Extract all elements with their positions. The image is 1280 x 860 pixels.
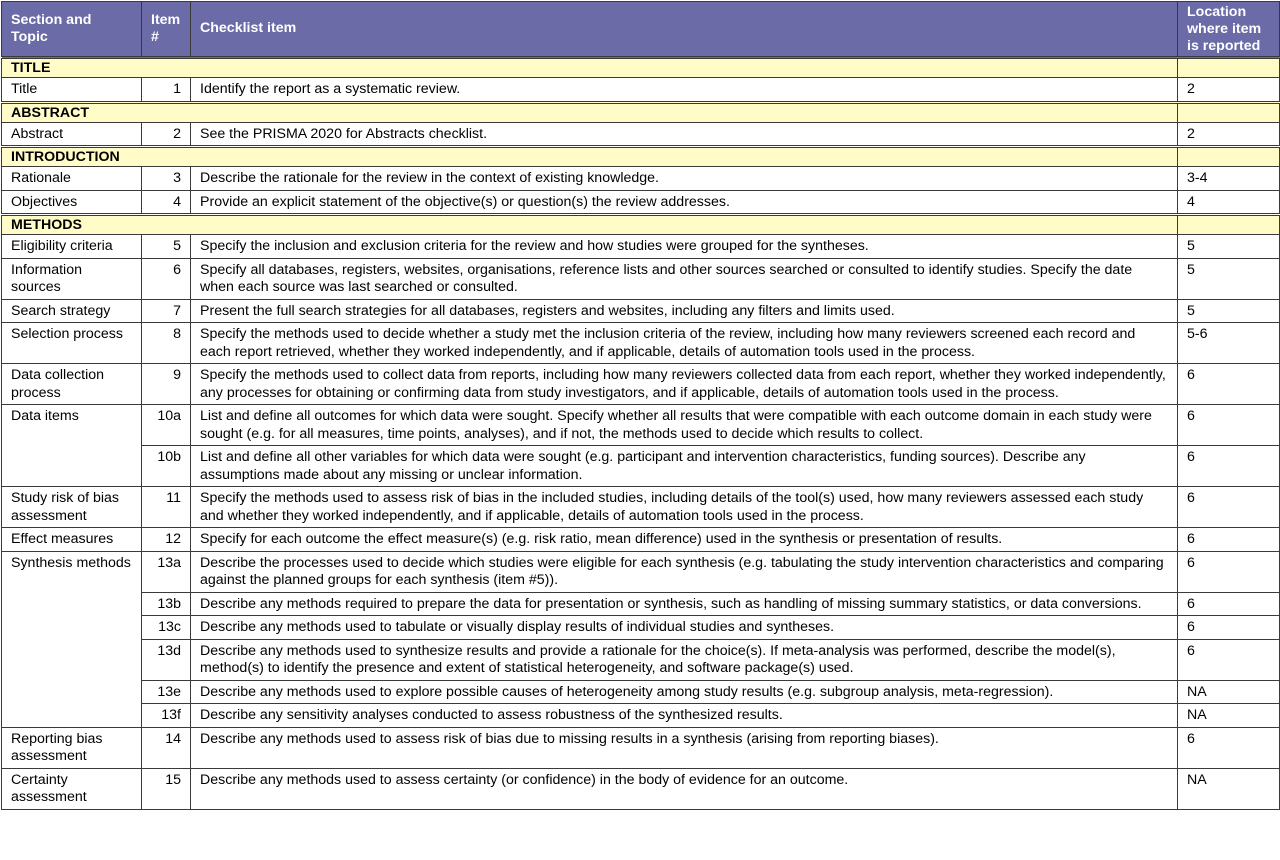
- topic-cell: Search strategy: [2, 299, 142, 323]
- checklist-text-cell: Specify for each outcome the effect measure(s) (e.g. risk ratio, mean difference) used in the synthesis or presentation of results.: [191, 528, 1178, 552]
- item-number-cell: 2: [142, 122, 191, 147]
- item-number-cell: 12: [142, 528, 191, 552]
- checklist-text-cell: Describe the rationale for the review in the context of existing knowledge.: [191, 167, 1178, 191]
- section-methods-label: METHODS: [2, 215, 1178, 235]
- topic-cell: Reporting bias assessment: [2, 727, 142, 768]
- topic-cell: Selection process: [2, 323, 142, 364]
- item-number-cell: 9: [142, 364, 191, 405]
- item-number-cell: 3: [142, 167, 191, 191]
- checklist-text-cell: Describe any methods required to prepare the data for presentation or synthesis, such as handling of missing summary statistics, or data conversions.: [191, 592, 1178, 616]
- table-row: [2, 616, 1280, 640]
- table-row: [2, 190, 1280, 215]
- topic-cell: Effect measures: [2, 528, 142, 552]
- location-cell: 6: [1178, 639, 1280, 680]
- section-abstract-label: ABSTRACT: [2, 102, 1178, 122]
- checklist-text-cell: Present the full search strategies for all databases, registers and websites, including any filters and limits used.: [191, 299, 1178, 323]
- header-checklist-item: Checklist item: [191, 2, 1178, 58]
- checklist-text-cell: Provide an explicit statement of the objective(s) or question(s) the review addresses.: [191, 190, 1178, 215]
- checklist-text-cell: Specify the inclusion and exclusion criteria for the review and how studies were grouped for the syntheses.: [191, 235, 1178, 259]
- item-number-cell: 7: [142, 299, 191, 323]
- checklist-text-cell: Specify the methods used to collect data from reports, including how many reviewers collected data from each report, whether they worked independently, any processes for obtaining or confirming data from study investigators, and if applicable, details of automation tools used in the process.: [191, 364, 1178, 405]
- topic-cell: Rationale: [2, 167, 142, 191]
- topic-cell: Eligibility criteria: [2, 235, 142, 259]
- checklist-text-cell: Identify the report as a systematic review.: [191, 78, 1178, 103]
- topic-cell: Abstract: [2, 122, 142, 147]
- table-row: [2, 551, 1280, 592]
- item-number-cell: 11: [142, 487, 191, 528]
- item-number-cell: 14: [142, 727, 191, 768]
- location-cell: 6: [1178, 364, 1280, 405]
- item-number-cell: 1: [142, 78, 191, 103]
- item-number-cell: 13e: [142, 680, 191, 704]
- table-row: [2, 680, 1280, 704]
- checklist-text-cell: Describe any methods used to explore possible causes of heterogeneity among study results (e.g. subgroup analysis, meta-regression).: [191, 680, 1178, 704]
- section-row-methods: [2, 215, 1280, 235]
- header-row: [2, 2, 1280, 58]
- topic-cell: Title: [2, 78, 142, 103]
- topic-cell: Information sources: [2, 258, 142, 299]
- location-cell: 6: [1178, 405, 1280, 446]
- checklist-text-cell: Specify all databases, registers, websites, organisations, reference lists and other sources searched or consulted to identify studies. Specify the date when each source was last searched or consulted.: [191, 258, 1178, 299]
- item-number-cell: 13d: [142, 639, 191, 680]
- checklist-text-cell: Describe any methods used to assess certainty (or confidence) in the body of evidence for an outcome.: [191, 768, 1178, 809]
- location-cell: NA: [1178, 704, 1280, 728]
- checklist-text-cell: Describe any methods used to tabulate or visually display results of individual studies and syntheses.: [191, 616, 1178, 640]
- header-item-number: Item #: [142, 2, 191, 58]
- table-row: [2, 528, 1280, 552]
- section-location-empty: [1178, 147, 1280, 167]
- item-number-cell: 6: [142, 258, 191, 299]
- location-cell: 6: [1178, 551, 1280, 592]
- table-row: [2, 167, 1280, 191]
- location-cell: 2: [1178, 122, 1280, 147]
- topic-cell: Data collection process: [2, 364, 142, 405]
- table-row: [2, 78, 1280, 103]
- item-number-cell: 8: [142, 323, 191, 364]
- item-number-cell: 13a: [142, 551, 191, 592]
- section-location-empty: [1178, 58, 1280, 78]
- table-row: [2, 727, 1280, 768]
- section-row-introduction: [2, 147, 1280, 167]
- location-cell: 6: [1178, 528, 1280, 552]
- location-cell: 5: [1178, 235, 1280, 259]
- checklist-text-cell: List and define all other variables for which data were sought (e.g. participant and intervention characteristics, funding sources). Describe any assumptions made about any missing or unclear information.: [191, 446, 1178, 487]
- topic-cell: Certainty assessment: [2, 768, 142, 809]
- table-row: [2, 704, 1280, 728]
- topic-cell: Synthesis methods: [2, 551, 142, 727]
- item-number-cell: 4: [142, 190, 191, 215]
- item-number-cell: 13b: [142, 592, 191, 616]
- header-location: Location where item is reported: [1178, 2, 1280, 58]
- item-number-cell: 10a: [142, 405, 191, 446]
- location-cell: 5: [1178, 258, 1280, 299]
- item-number-cell: 13f: [142, 704, 191, 728]
- location-cell: 6: [1178, 446, 1280, 487]
- item-number-cell: 5: [142, 235, 191, 259]
- table-row: [2, 258, 1280, 299]
- section-introduction-label: INTRODUCTION: [2, 147, 1178, 167]
- table-row: [2, 592, 1280, 616]
- checklist-text-cell: Specify the methods used to assess risk of bias in the included studies, including details of the tool(s) used, how many reviewers assessed each study and whether they worked independently, and if applicable, details of automation tools used in the process.: [191, 487, 1178, 528]
- header-section-topic: Section and Topic: [2, 2, 142, 58]
- item-number-cell: 10b: [142, 446, 191, 487]
- topic-cell: Study risk of bias assessment: [2, 487, 142, 528]
- table-row: [2, 487, 1280, 528]
- checklist-text-cell: Describe any methods used to assess risk of bias due to missing results in a synthesis (arising from reporting biases).: [191, 727, 1178, 768]
- location-cell: 6: [1178, 487, 1280, 528]
- table-row: [2, 639, 1280, 680]
- table-row: [2, 122, 1280, 147]
- section-row-abstract: [2, 102, 1280, 122]
- topic-cell: Data items: [2, 405, 142, 487]
- checklist-text-cell: See the PRISMA 2020 for Abstracts checklist.: [191, 122, 1178, 147]
- checklist-text-cell: Describe the processes used to decide which studies were eligible for each synthesis (e.g. tabulating the study intervention characteristics and comparing against the planned groups for each synthesis (item #5)).: [191, 551, 1178, 592]
- prisma-checklist-table: [1, 1, 1280, 810]
- section-location-empty: [1178, 215, 1280, 235]
- location-cell: 4: [1178, 190, 1280, 215]
- table-row: [2, 405, 1280, 446]
- checklist-text-cell: Specify the methods used to decide whether a study met the inclusion criteria of the review, including how many reviewers screened each record and each report retrieved, whether they worked independently, and if applicable, details of automation tools used in the process.: [191, 323, 1178, 364]
- table-row: [2, 364, 1280, 405]
- checklist-text-cell: List and define all outcomes for which data were sought. Specify whether all results that were compatible with each outcome domain in each study were sought (e.g. for all measures, time points, analyses), and if not, the methods used to decide which results to collect.: [191, 405, 1178, 446]
- location-cell: NA: [1178, 768, 1280, 809]
- location-cell: NA: [1178, 680, 1280, 704]
- location-cell: 6: [1178, 592, 1280, 616]
- checklist-text-cell: Describe any methods used to synthesize results and provide a rationale for the choice(s). If meta-analysis was performed, describe the model(s), method(s) to identify the presence and extent of statistical heterogeneity, and software package(s) used.: [191, 639, 1178, 680]
- table-row: [2, 235, 1280, 259]
- table-row: [2, 768, 1280, 809]
- location-cell: 6: [1178, 727, 1280, 768]
- topic-cell: Objectives: [2, 190, 142, 215]
- location-cell: 5-6: [1178, 323, 1280, 364]
- item-number-cell: 15: [142, 768, 191, 809]
- location-cell: 6: [1178, 616, 1280, 640]
- location-cell: 3-4: [1178, 167, 1280, 191]
- checklist-text-cell: Describe any sensitivity analyses conducted to assess robustness of the synthesized results.: [191, 704, 1178, 728]
- section-title-label: TITLE: [2, 58, 1178, 78]
- section-row-title: [2, 58, 1280, 78]
- table-row: [2, 323, 1280, 364]
- table-row: [2, 446, 1280, 487]
- location-cell: 2: [1178, 78, 1280, 103]
- section-location-empty: [1178, 102, 1280, 122]
- table-row: [2, 299, 1280, 323]
- location-cell: 5: [1178, 299, 1280, 323]
- item-number-cell: 13c: [142, 616, 191, 640]
